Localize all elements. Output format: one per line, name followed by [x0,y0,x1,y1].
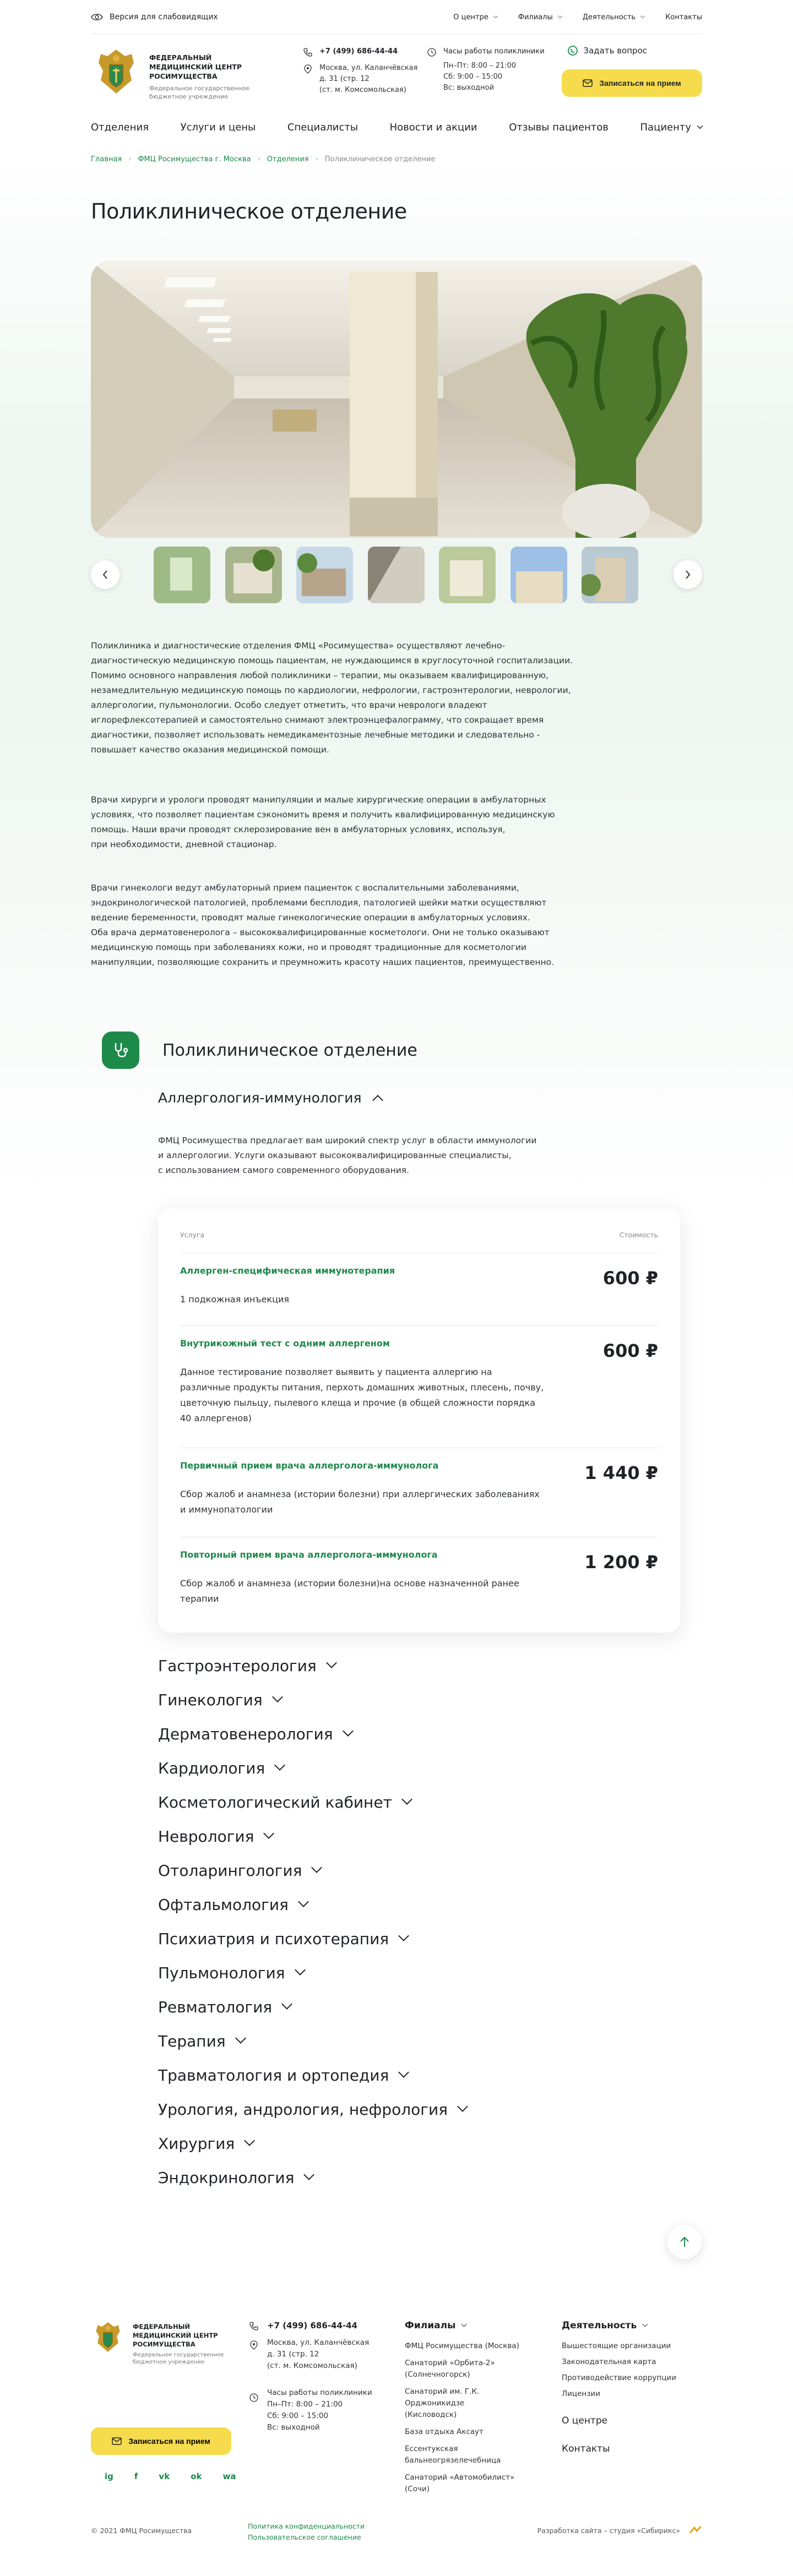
text-line: Помимо основного направления любой поликлиники – терапии, мы оказываем квалифицированную, [91,670,549,680]
header-hours [443,46,545,94]
chevron-down-icon [298,1896,309,1907]
phone-icon [249,2321,259,2331]
top-nav [453,0,702,34]
footer-address-2: д. 31 (стр. 12 [267,2350,319,2359]
accordion-title: Терапия [158,2032,226,2050]
table-row [180,1537,658,1619]
gallery-thumb[interactable] [439,547,496,603]
emblem-icon [91,46,142,97]
text-line: различные продукты питания, перхоть домашних животных, плесень, почву, [180,1382,544,1393]
copyright: © 2021 ФМЦ Росимущества [91,2526,192,2535]
scroll-to-top-button[interactable] [667,2225,702,2259]
text-line: и аллергологии. Услуги оказывают высококвалифицированные специалисты, [158,1150,512,1160]
text-line: при необходимости, дневной стационар. [91,839,277,849]
accordion-title: Дерматовенерология [158,1725,333,1743]
footer-logo[interactable] [91,2320,237,2366]
table-row [180,1325,658,1448]
text-line: медицинскую помощь при заболеваниях кожи, но и проводят традиционные для косметологии [91,942,526,952]
chevron-left-icon [102,570,108,580]
text-line: манипуляции, позволяющие сохранить и преумножить красоту наших пациентов, преимущественно. [91,957,555,967]
text-line: Санаторий «Автомобилист» [405,2473,515,2482]
column-price: Стоимость [619,1231,658,1239]
footer-branch-link[interactable] [405,2386,531,2421]
service-price: 1 440 ₽ [584,1462,658,1483]
phone-icon [303,47,313,57]
footer-appointment-button[interactable] [91,2427,231,2455]
chevron-down-icon [281,1999,292,2010]
arrow-up-icon [680,2236,689,2248]
hero-photo [91,261,702,538]
thumb-image [368,547,425,603]
header-contacts [319,46,417,96]
service-price: 1 200 ₽ [584,1552,658,1573]
gallery-thumb[interactable] [225,547,282,603]
thumb-image [296,547,353,603]
clock-icon [427,47,437,57]
footer-branch-link[interactable] [405,2472,531,2495]
chevron-down-icon [235,2033,246,2044]
footer-appointment-label: Записаться на прием [128,2437,210,2446]
chevron-down-icon [401,1794,412,1805]
privacy-link[interactable]: Политика конфиденциальности [248,2522,365,2530]
top-bar [91,0,702,34]
instagram-icon[interactable]: ig [105,2471,113,2481]
service-name[interactable]: Первичный прием врача аллерголога-иммунолога [180,1460,439,1471]
service-description [180,1365,555,1426]
eye-icon [91,13,103,21]
main-menu [91,113,702,141]
chevron-down-icon [343,1726,354,1737]
footer-hours-title: Часы работы поликлиники [267,2388,372,2397]
description-paragraph-2 [91,793,575,852]
header-phone[interactable]: +7 (499) 686-44-44 [319,47,398,56]
text-line: с использованием самого современного оборудования. [158,1165,410,1175]
text-line: диагностики, позволяет использовать немедикаментозные лечебные методики и следовательно - [91,730,540,740]
thumb-image [154,547,210,603]
thumb-image [510,547,567,603]
text-line: 40 аллергенов) [180,1413,252,1423]
description-paragraph-1 [91,638,575,757]
menu-departments[interactable]: Отделения [91,121,149,133]
footer-hours-weekdays: Пн–Пт: 8:00 – 21:00 [267,2400,343,2409]
accordion-pulmonology[interactable] [158,1964,304,1982]
gallery-next-button[interactable] [673,560,702,589]
footer-address-1: Москва, ул. Каланчёвская [267,2338,370,2347]
accordion-title: Отоларингология [158,1862,302,1880]
thumb-image [439,547,496,603]
appointment-button[interactable] [562,69,702,97]
breadcrumb-branch[interactable]: ФМЦ Росимущества г. Москва [138,155,251,163]
chevron-down-icon [398,1930,409,1941]
service-price: 600 ₽ [602,1340,658,1361]
ask-question-label: Задать вопрос [583,46,647,56]
footer-activity-link[interactable]: Вышестоящие организации [562,2342,671,2350]
page-title: Поликлиническое отделение [91,199,407,223]
accordion-title: Ревматология [158,1998,273,2016]
text-line: незамедлительную медицинскую помощь по кардиологии, нефрологии, гастроэнтерологии, неврологии, [91,685,571,695]
top-nav-contacts[interactable]: Контакты [665,13,702,21]
price-table [158,1209,680,1633]
gallery-thumb[interactable] [296,547,353,603]
accordion-title: Гастроэнтерология [158,1657,317,1675]
breadcrumb-departments[interactable]: Отделения [267,155,309,163]
text-line: Поликлиника и диагностические отделения ФМЦ «Росимущества» осуществляют лечебно- [91,641,506,651]
service-name[interactable]: Внутрикожный тест с одним аллергеном [180,1338,390,1349]
footer-activity-link[interactable]: Лицензии [562,2389,600,2398]
accordion-psychiatry[interactable] [158,1930,408,1948]
breadcrumb-separator: › [315,155,318,163]
visually-impaired-link[interactable] [91,13,218,21]
service-name[interactable]: Аллерген-специфическая иммунотерапия [180,1265,395,1276]
location-icon [303,64,313,74]
facebook-icon[interactable]: f [134,2471,138,2481]
text-line: ФМЦ Росимущества (Москва) [405,2342,519,2350]
accordion-neurology[interactable] [158,1827,273,1846]
footer-branch-link[interactable] [405,2340,531,2352]
top-nav-branches[interactable]: Филиалы [518,13,562,21]
footer-address-3: (ст. м. Комсомольская) [267,2361,357,2370]
accordion-cosmetology[interactable] [158,1793,411,1811]
hours-sunday: Вс: выходной [443,84,495,92]
text-line: База отдыха Аксаут [405,2427,484,2436]
text-line: Ессентукская [405,2444,458,2453]
text-line: ведение беременности, проводят малые гинекологические операции в амбулаторных условиях. [91,913,530,923]
text-line: бальнеогрязелечебница [405,2456,501,2465]
text-line: Данное тестирование позволяет выявить у пациента аллергию на [180,1367,492,1377]
chevron-right-icon [685,570,691,580]
price-table-header [180,1231,658,1239]
accordion-title: Хирургия [158,2135,235,2153]
mail-icon [112,2437,122,2445]
footer-activity [562,2320,683,2455]
vk-icon[interactable]: vk [159,2471,170,2481]
emblem-icon [91,2320,125,2354]
text-line: терапии [180,1593,219,1604]
chevron-down-icon [244,2135,255,2146]
table-row [180,1253,658,1325]
footer-hours-saturday: Сб: 9:00 – 15:00 [267,2411,329,2420]
accordion-title: Урология, андрология, нефрология [158,2100,448,2119]
stethoscope-icon [102,1032,139,1069]
top-nav-activity[interactable]: Деятельность [583,13,644,21]
text-line: ФМЦ Росимущества предлагает вам широкий спектр услуг в области иммунологии [158,1136,537,1145]
location-icon [249,2340,259,2350]
accordion-therapy[interactable] [158,2032,245,2050]
text-line: Оба врача дерматовенеролога – высококвалифицированные косметологи. Они не только оказывают [91,927,550,937]
text-line: Врачи хирурги и урологи проводят манипуляции и малые хирургические операции в амбулаторных [91,795,546,805]
footer-branch-link[interactable] [405,2426,531,2438]
gallery-prev-button[interactable] [91,560,120,589]
text-line: цветочную пыльцу, пылевого клеща и прочие (в общей сложности порядка [180,1398,535,1408]
header-address-2: д. 31 (стр. 12 [319,75,370,83]
footer-hours-sunday: Вс: выходной [267,2423,320,2432]
footer-activity-link[interactable]: Законодательная карта [562,2357,656,2366]
visually-impaired-label: Версия для слабовидящих [110,12,218,21]
accordion-dermatovenerology[interactable] [158,1725,352,1743]
accordion-title: Офтальмология [158,1896,289,1914]
text-line: (Кисловодск) [405,2410,457,2419]
menu-services[interactable]: Услуги и цены [180,121,256,133]
chevron-down-icon [295,1964,306,1975]
breadcrumb-home[interactable]: Главная [91,155,122,163]
text-line: и иммунопатологии [180,1504,273,1515]
accordion-title: Эндокринология [158,2169,295,2187]
text-line: диагностическую медицинскую помощь пациентам, не нуждающимся в круглосуточной госпитализации. [91,656,573,665]
odnoklassniki-icon[interactable]: ok [191,2471,202,2481]
section-intro [158,1133,577,1178]
accordion-title: Психиатрия и психотерапия [158,1930,389,1948]
breadcrumb-separator: › [128,155,132,163]
footer-branches [405,2320,531,2495]
table-row [180,1448,658,1537]
top-nav-about[interactable]: О центре [453,13,497,21]
accordion-title: Кардиология [158,1759,265,1777]
breadcrumb [91,155,435,163]
accordion-gynecology[interactable] [158,1691,281,1709]
menu-news[interactable]: Новости и акции [389,121,477,133]
text-line: повышает качество оказания медицинской помощи. [91,745,329,755]
text-line: иглорефлексотерапией и самостоятельно снимают электроэнцефалограмму, что сокращает время [91,715,544,725]
footer-phone[interactable]: +7 (499) 686-44-44 [267,2321,357,2331]
breadcrumb-current: Поликлиническое отделение [324,155,436,163]
chevron-down-icon [457,2101,468,2112]
clock-icon [249,2393,259,2403]
logo[interactable] [91,46,265,101]
accordion-endocrinology[interactable] [158,2169,313,2187]
footer-org-type: Федеральное государственное бюджетное учреждение [133,2352,224,2365]
gallery-thumbnails [91,547,702,604]
footer-org-name: ФЕДЕРАЛЬНЫЙ МЕДИЦИНСКИЙ ЦЕНТР РОСИМУЩЕСТВА [133,2323,218,2348]
text-line: (Сочи) [405,2485,430,2493]
service-description [180,1292,555,1307]
breadcrumb-separator: › [257,155,260,163]
service-name[interactable]: Повторный прием врача аллерголога-иммунолога [180,1549,438,1560]
footer-branch-link[interactable] [405,2443,531,2466]
text-line: 1 подкожная инъекция [180,1294,290,1305]
service-description [180,1487,555,1518]
text-line: Санаторий «Орбита-2» [405,2359,495,2367]
text-line: условиях, что позволяет пациентам сэкономить время и получить квалифицированную медицинскую [91,810,555,820]
site-header [91,34,702,106]
whatsapp-icon [567,45,578,56]
accordion-otolaryngology[interactable] [158,1862,321,1880]
chevron-down-icon [326,1657,337,1668]
header-address-3: (ст. м. Комсомольская) [319,86,406,94]
accordion-allergology[interactable] [158,1090,382,1106]
mail-icon [583,79,593,87]
accordion-title: Косметологический кабинет [158,1793,392,1811]
gallery-thumb[interactable] [582,547,638,603]
accordion-title: Аллергология-иммунология [158,1090,362,1106]
text-line: Врачи гинекологи ведут амбулаторный прием пациенток с воспалительными заболеваниями, [91,883,519,893]
hours-saturday: Сб: 9:00 – 15:00 [443,73,503,81]
text-line: Сбор жалоб и анамнеза (истории болезни) при аллергических заболеваниях [180,1489,540,1499]
chevron-down-icon [264,1828,275,1839]
column-service: Услуга [180,1231,205,1239]
whatsapp-icon[interactable]: wa [222,2471,236,2481]
service-description [180,1576,555,1607]
footer-about-link[interactable]: О центре [562,2415,608,2426]
org-type: Федеральное государственное бюджетное учреждение [149,85,250,100]
description-paragraph-3 [91,881,575,970]
thumb-image [582,547,638,603]
gallery-thumb[interactable] [368,547,425,603]
accordion-urology[interactable] [158,2100,466,2119]
accordion-title: Пульмонология [158,1964,285,1982]
org-name: ФЕДЕРАЛЬНЫЙ МЕДИЦИНСКИЙ ЦЕНТР РОСИМУЩЕСТВА [149,53,242,80]
footer-branch-link[interactable] [405,2357,531,2381]
footer-activity-title[interactable]: Деятельность [562,2320,683,2332]
text-line: Санаторий им. Г.К. Орджоникидзе [405,2387,480,2408]
accordion-surgery[interactable] [158,2135,253,2153]
chevron-down-icon [312,1862,323,1873]
header-address-1: Москва, ул. Каланчёвская [319,64,418,72]
social-links [105,2471,236,2481]
ask-question-link[interactable] [567,45,648,56]
text-line: эндокринологической патологией, проблемами бесплодия, патологией шейки матки осуществляют [91,898,547,908]
accordion-traumatology[interactable] [158,2066,408,2084]
section-header [102,1032,417,1069]
hours-weekdays: Пн–Пт: 8:00 – 21:00 [443,62,517,70]
accordion-gastroenterology[interactable] [158,1657,335,1675]
footer-activity-link[interactable]: Противодействие коррупции [562,2373,676,2382]
thumb-image [225,547,282,603]
footer-contacts-link[interactable]: Контакты [562,2443,610,2454]
corridor-image [91,261,702,538]
chevron-down-icon [398,2067,409,2078]
menu-patient[interactable]: Пациенту [640,122,703,133]
chevron-down-icon [304,2169,315,2180]
text-line: (Солнечногорск) [405,2370,470,2379]
accordion-title: Травматология и ортопедия [158,2066,389,2084]
chevron-down-icon [274,1760,285,1771]
gallery-thumb[interactable] [510,547,567,603]
menu-reviews[interactable]: Отзывы пациентов [509,121,609,133]
accordion-ophthalmology[interactable] [158,1896,307,1914]
developer-logo-icon [689,2525,702,2535]
hours-title: Часы работы поликлиники [443,47,545,56]
section-title: Поликлиническое отделение [162,1040,417,1060]
service-price: 600 ₽ [602,1268,658,1289]
accordion-title: Гинекология [158,1691,263,1709]
accordion-rheumatology[interactable] [158,1998,291,2016]
accordion-title: Неврология [158,1827,254,1846]
text-line: помощь. Наши врачи проводят склерозирование вен в амбулаторных условиях, используя, [91,825,506,834]
appointment-label: Записаться на прием [599,79,681,88]
text-line: Сбор жалоб и анамнеза (истории болезни)на основе назначенной ранее [180,1578,519,1589]
text-line: аллергологии, пульмонологии. Особо следует отметить, что врачи неврологи владеют [91,700,487,710]
gallery-thumb[interactable] [154,547,210,603]
chevron-down-icon [272,1691,283,1702]
menu-specialists[interactable]: Специалисты [287,121,359,133]
agreement-link[interactable]: Пользовательское соглашение [248,2533,361,2541]
footer-branches-title[interactable]: Филиалы [405,2320,531,2332]
footer-contacts [267,2320,372,2433]
developer-credit[interactable]: Разработка сайта – студия «Сибирикс» [537,2526,680,2535]
accordion-cardiology[interactable] [158,1759,284,1777]
chevron-up-icon [372,1095,383,1106]
